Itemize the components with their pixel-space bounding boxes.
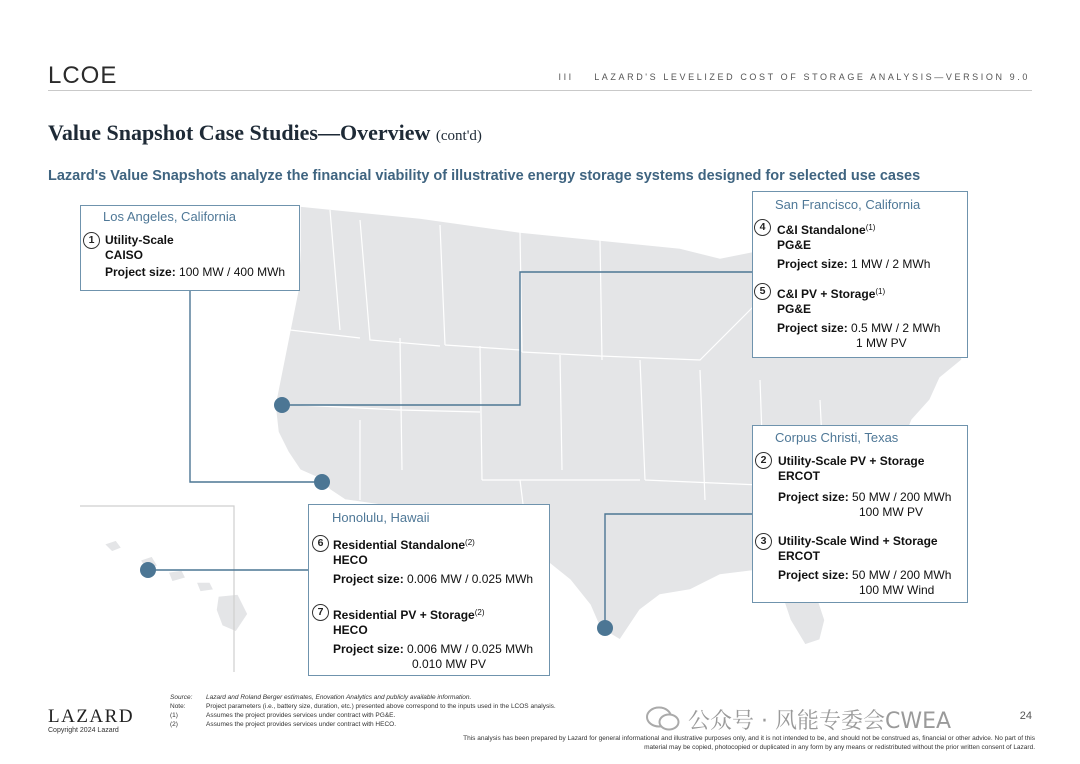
project-size-value: 0.006 MW / 0.025 MWh [407,642,534,656]
case-name: Utility-Scale PV + Storage [778,454,925,468]
case-number-badge: 2 [755,452,772,469]
project-size-label: Project size: [778,490,849,504]
source-label: Source: [170,694,193,701]
case-name: C&I PV + Storage [777,287,876,301]
case-name: Utility-Scale [105,233,174,247]
project-size-value-2: 100 MW PV [859,505,924,519]
hawaii-island-4 [196,582,214,592]
case-entry [777,284,940,351]
case-iso: HECO [333,553,368,567]
page-number: 24 [1019,710,1032,722]
project-size-value-2: 1 MW PV [856,336,907,350]
case-entry [778,454,951,520]
marker-corpus-christi [597,620,613,636]
project-size-value: 1 MW / 2 MWh [851,257,931,271]
copyright: Copyright 2024 Lazard [48,727,119,734]
case-entry [105,233,285,280]
box-san-francisco [752,191,968,358]
hawaii-island-5 [216,594,248,632]
project-size-label: Project size: [105,265,176,279]
case-iso: PG&E [777,238,812,252]
footnote-1-text: Assumes the project provides services under contract with PG&E. [206,712,396,719]
footnote-2-text: Assumes the project provides services under contract with HECO. [206,721,397,728]
watermark: 公众号 · 风能专委会CWEA [688,709,952,734]
case-entry [777,220,930,272]
page-title: Value Snapshot Case Studies—Overview (cont'd) [48,120,482,145]
case-iso: ERCOT [778,469,820,483]
case-name: Residential PV + Storage [333,608,475,622]
running-title: LAZARD'S LEVELIZED COST OF STORAGE ANALYSIS—VERSION 9.0 [594,72,1030,82]
project-size-value-2: 0.010 MW PV [412,657,487,671]
lazard-logo: LAZARD [48,706,135,727]
note-label: Note: [170,703,186,710]
project-size-label: Project size: [778,568,849,582]
project-size-label: Project size: [333,642,404,656]
case-number-badge: 5 [754,283,771,300]
case-entry [333,535,533,587]
case-name: Residential Standalone [333,538,466,552]
marker-san-francisco [274,397,290,413]
footnote-ref: (1) [875,287,886,296]
footnote-ref: (2) [465,538,475,547]
case-number-badge: 6 [312,535,329,552]
case-name: C&I Standalone [777,223,866,237]
project-size-value: 50 MW / 200 MWh [852,568,952,582]
box-title: Honolulu, Hawaii [332,510,430,525]
project-size-value: 100 MW / 400 MWh [179,265,286,279]
footnote-1-label: (1) [170,712,178,719]
box-title: Corpus Christi, Texas [775,430,899,445]
box-title: San Francisco, California [775,197,921,212]
hawaii-island-1 [104,540,122,552]
note-text: Project parameters (i.e., battery size, duration, etc.) presented above correspond to the inputs used in the LCOS analysis. [206,703,556,710]
case-iso: PG&E [777,302,812,316]
footnote-ref: (2) [474,608,485,617]
hawaii-island-3 [168,570,186,582]
case-iso: ERCOT [778,549,820,563]
project-size-value: 50 MW / 200 MWh [852,490,952,504]
case-entry [778,534,951,598]
project-size-label: Project size: [777,321,848,335]
case-entry [333,605,533,672]
page-subtitle: Lazard's Value Snapshots analyze the financial viability of illustrative energy storage systems designed for selected use cases [48,168,921,184]
case-number-badge: 1 [83,232,100,249]
source-text: Lazard and Roland Berger estimates, Enovation Analytics and publicly available information. [206,694,472,701]
project-size-value: 0.006 MW / 0.025 MWh [407,572,534,586]
marker-los-angeles [314,474,330,490]
case-iso: CAISO [105,248,144,262]
case-number-badge: 4 [754,219,771,236]
marker-honolulu [140,562,156,578]
case-number-badge: 7 [312,604,329,621]
project-size-value: 0.5 MW / 2 MWh [851,321,941,335]
section-marker: III [558,72,574,82]
footnote-ref: (1) [865,223,876,232]
box-honolulu [308,504,550,676]
project-size-label: Project size: [777,257,848,271]
box-corpus-christi [752,425,968,603]
disclaimer: This analysis has been prepared by Lazard for general informational and illustrative purposes only, and it is not intended to be, and should not be construed as, financial or other advice. No part of this material may be copied, photocopied or duplicated in any form by any means or redistributed without the prior written consent of Lazard. [463,735,1035,751]
case-iso: HECO [333,623,368,637]
case-name: Utility-Scale Wind + Storage [778,534,938,548]
project-size-label: Project size: [333,572,404,586]
title-suffix: (cont'd) [435,128,482,144]
box-title: Los Angeles, California [103,209,236,224]
box-los-angeles [80,205,300,291]
footnote-2-label: (2) [170,721,178,728]
wechat-icon [646,706,680,732]
project-size-value-2: 100 MW Wind [859,583,935,597]
case-number-badge: 3 [755,533,772,550]
lcoe-logo: LCOE [48,62,118,89]
